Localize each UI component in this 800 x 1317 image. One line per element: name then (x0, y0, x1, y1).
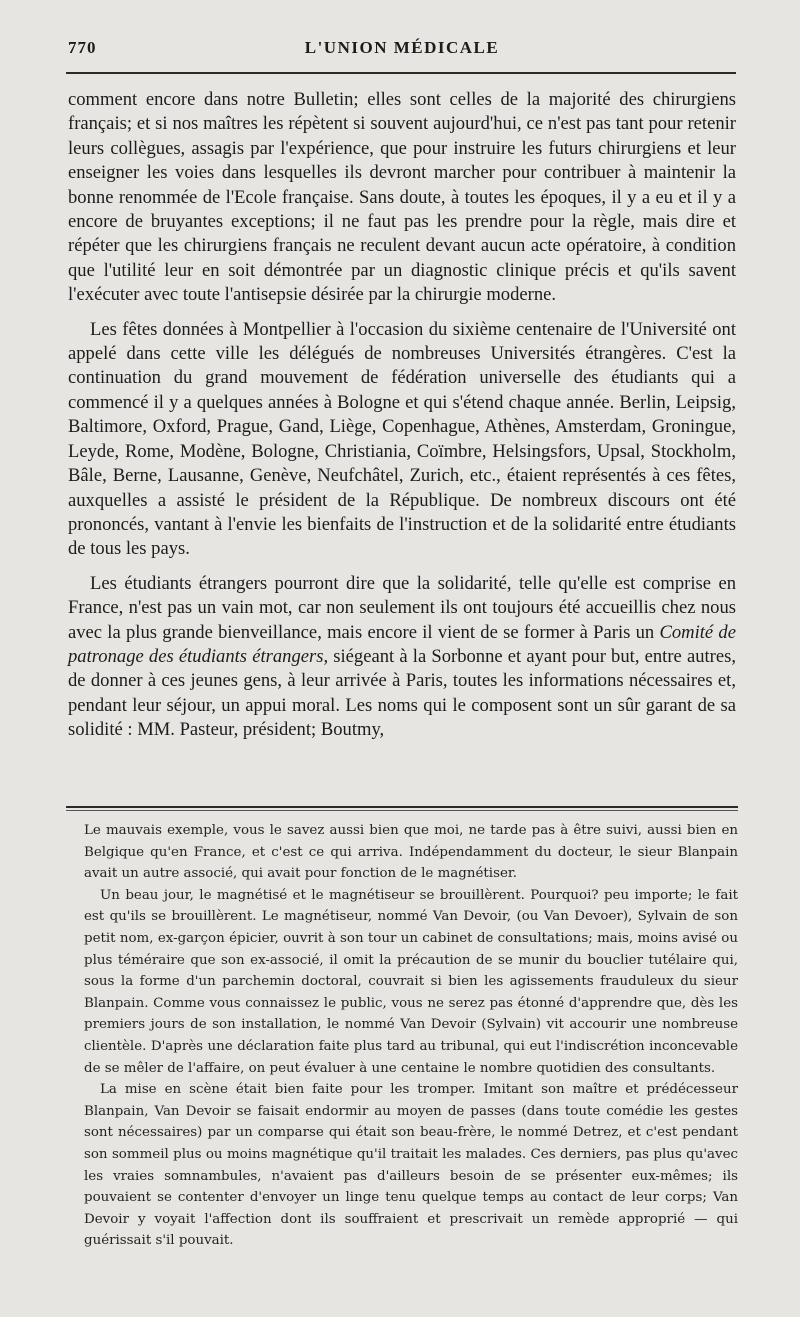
footnote-paragraph-2: Un beau jour, le magnétisé et le magnétiseur se brouillèrent. Pourquoi? peu importe; le fait est qu'ils se brouillèrent. Le magnétiseur, nommé Van Devoir, (ou Van Devoer), Sylvain de son petit nom, ex-garçon épicier, ouvrit à son tour un cabinet de consultations; mais, moins avisé ou plus téméraire que son ex-associé, il omit la précaution de se munir du bouclier tutélaire qui, sous la forme d'un parchemin doctoral, couvrait si bien les agissements frauduleux du sieur Blanpain. Comme vous connaissez le public, vous ne serez pas étonné d'apprendre que, dès les premiers jours de son installation, le nommé Van Devoir (Sylvain) vit accourir une nombreuse clientèle. D'après une déclaration faite plus tard au tribunal, qui eut l'indiscrétion inconcevable de se mêler de l'affaire, on peut évaluer à une centaine le nombre quotidien des consultants. (84, 887, 738, 1076)
page-header (68, 36, 736, 70)
body-paragraph-3-start: Les étudiants étrangers pourront dire que la solidarité, telle qu'elle est comprise en France, n'est pas un vain mot, car non seulement ils ont toujours été accueillis chez nous avec la plus grande bienveillance, mais encore il vient de se former à Paris un (68, 572, 736, 643)
footnote-paragraph-3: La mise en scène était bien faite pour les tromper. Imitant son maître et prédécesseur Blanpain, Van Devoir se faisait endormir au moyen de passes (dans toute comédie les gestes sont nécessaires) par un comparse qui était son beau-frère, le nommé Detrez, et c'est pendant son sommeil plus ou moins magnétique qu'il traitait les malades. Ces derniers, pas plus qu'avec les vraies somnambules, n'avaient pas d'ailleurs besoin de se présenter eux-mêmes; ils pouvaient se contenter d'envoyer un linge tenu quelque temps au contact de leur corps; Van Devoir y voyait l'affection dont ils souffraient et prescrivait un remède approprié — qui guérissait s'il pouvait. (84, 1082, 738, 1249)
body-paragraph-3 (68, 572, 736, 743)
body-paragraph-3-end: , siégeant à la Sorbonne et ayant pour but, entre autres, de donner à ces jeunes gens, à leur arrivée à Paris, toutes les informations nécessaires et, pendant leur séjour, un appui moral. Les noms qui le composent sont un sûr garant de sa solidité : MM. Pasteur, président; Boutmy, (68, 645, 736, 741)
footnote-rule (66, 806, 738, 808)
main-text (68, 88, 736, 753)
page-number: 770 (68, 38, 97, 57)
footnote-rule-thin (66, 810, 738, 811)
header-rule (66, 72, 736, 74)
body-paragraph-1: comment encore dans notre Bulletin; elles sont celles de la majorité des chirurgiens français; et si nos maîtres les répètent si souvent aujourd'hui, ce n'est pas tant pour retenir leurs collègues, assagis par l'expérience, que pour instruire les futurs chirurgiens et leur enseigner les voies dans lesquelles ils devront marcher pour contribuer à maintenir la bonne renommée de l'Ecole française. Sans doute, à toutes les époques, il y a eu et il y a encore de bruyantes exceptions; il ne faut pas les prendre pour la règle, mais dire et répéter que les chirurgiens français ne reculent devant aucun acte opératoire, à condition que l'utilité leur en soit démontrée par un diagnostic clinique précis et qu'ils savent l'exécuter avec toute l'antisepsie désirée par la chirurgie moderne. (68, 89, 736, 306)
footnote-section (84, 820, 738, 1252)
running-title: L'UNION MÉDICALE (304, 38, 500, 57)
body-paragraph-2: Les fêtes données à Montpellier à l'occasion du sixième centenaire de l'Université ont appelé dans cette ville les délégués de nombreuses Universités étrangères. C'est la continuation du grand mouvement de fédération universelle des étudiants qui a commencé il y a quelques années à Bologne et qui s'étend chaque année. Berlin, Leipsig, Baltimore, Oxford, Prague, Gand, Liège, Copenhague, Athènes, Amsterdam, Groningue, Leyde, Rome, Modène, Bologne, Christiania, Coïmbre, Helsingsfors, Upsal, Stockholm, Bâle, Berne, Lausanne, Genève, Neufchâtel, Zurich, etc., étaient représentés à ces fêtes, auxquelles a assisté le président de la République. De nombreux discours ont été prononcés, vantant à l'envie les bienfaits de l'instruction et de la solidarité entre étudiants de tous les pays. (68, 318, 736, 560)
committee-name: Comité de patronage des étudiants étrangers (68, 621, 736, 667)
footnote-paragraph-1: Le mauvais exemple, vous le savez aussi bien que moi, ne tarde pas à être suivi, aussi bien en Belgique qu'en France, et c'est ce qui arriva. Indépendamment du docteur, le sieur Blanpain avait un autre associé, qui avait pour fonction de le magnétiser. (84, 823, 738, 882)
